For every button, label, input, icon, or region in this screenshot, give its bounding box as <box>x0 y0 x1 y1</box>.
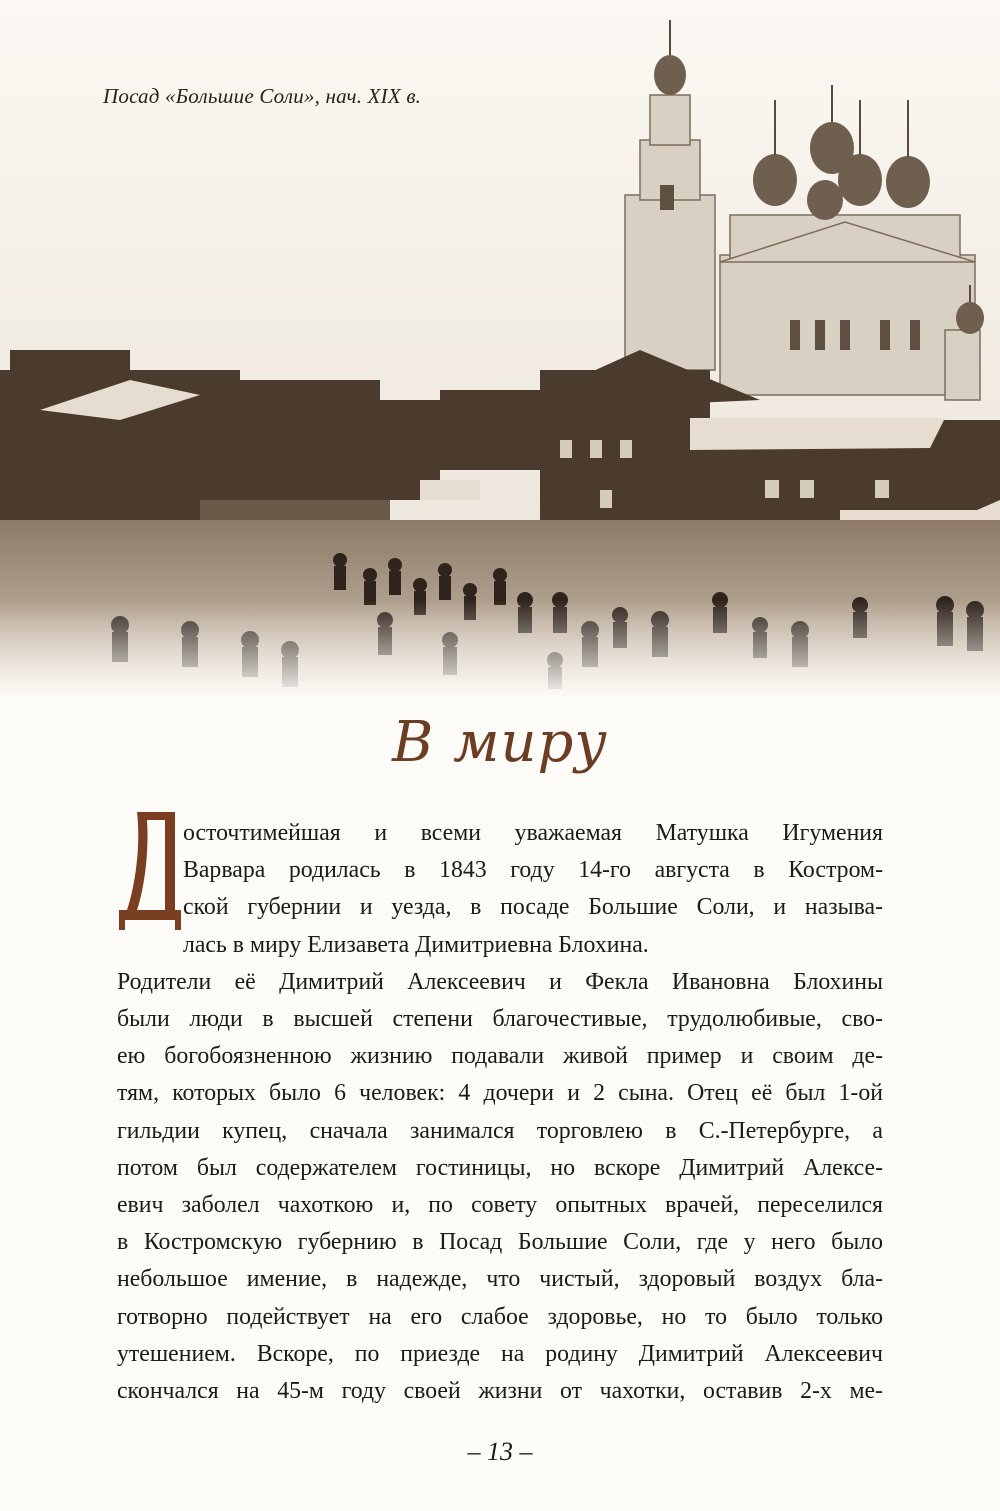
text-line: евич заболел чахоткою и, по совету опытных врачей, переселился <box>117 1192 883 1219</box>
text-line: готворно подействует на его слабое здоровье, но то было только <box>117 1303 883 1330</box>
body-text <box>117 815 883 1410</box>
text-line: Родители её Димитрий Алексеевич и Фекла Ивановна Блохины <box>117 968 883 995</box>
text-line: тям, которых было 6 человек: 4 дочери и 2 сына. Отец её был 1-ой <box>117 1080 883 1107</box>
paragraph-1 <box>117 815 883 964</box>
text-line: утешением. Вскоре, по приезде на родину Димитрий Алексеевич <box>117 1340 883 1367</box>
text-line: небольшое имение, в надежде, что чистый, здоровый воздух бла- <box>117 1266 883 1293</box>
text-line: скончался на 45-м году своей жизни от чахотки, оставив 2-х ме- <box>117 1378 883 1405</box>
text-line: гильдии купец, сначала занимался торговлею в С.-Петербурге, а <box>117 1117 883 1144</box>
text-line: были люди в высшей степени благочестивые, трудолюбивые, сво- <box>117 1006 883 1033</box>
text-line: ею богобоязненною жизнию подавали живой пример и своим де- <box>117 1043 883 1070</box>
text-line: осточтимейшая и всеми уважаемая Матушка Игумения <box>183 820 883 846</box>
photo-caption: Посад «Большие Соли», нач. XIX в. <box>103 84 422 108</box>
paragraph-2 <box>117 964 883 1410</box>
text-line: потом был содержателем гостиницы, но вскоре Димитрий Алексе- <box>117 1154 883 1181</box>
text-line: в Костромскую губернию в Посад Большие Соли, где у него было <box>117 1229 883 1256</box>
text-line: лась в миру Елизавета Димитриевна Блохина. <box>183 931 649 958</box>
page-number: – 13 – <box>467 1437 533 1466</box>
chapter-title: В миру <box>392 710 608 775</box>
text-line: Варвара родилась в 1843 году 14-го августа в Костром- <box>183 857 883 884</box>
text-line: ской губернии и уезда, в посаде Большие Соли, и называ- <box>183 894 883 921</box>
